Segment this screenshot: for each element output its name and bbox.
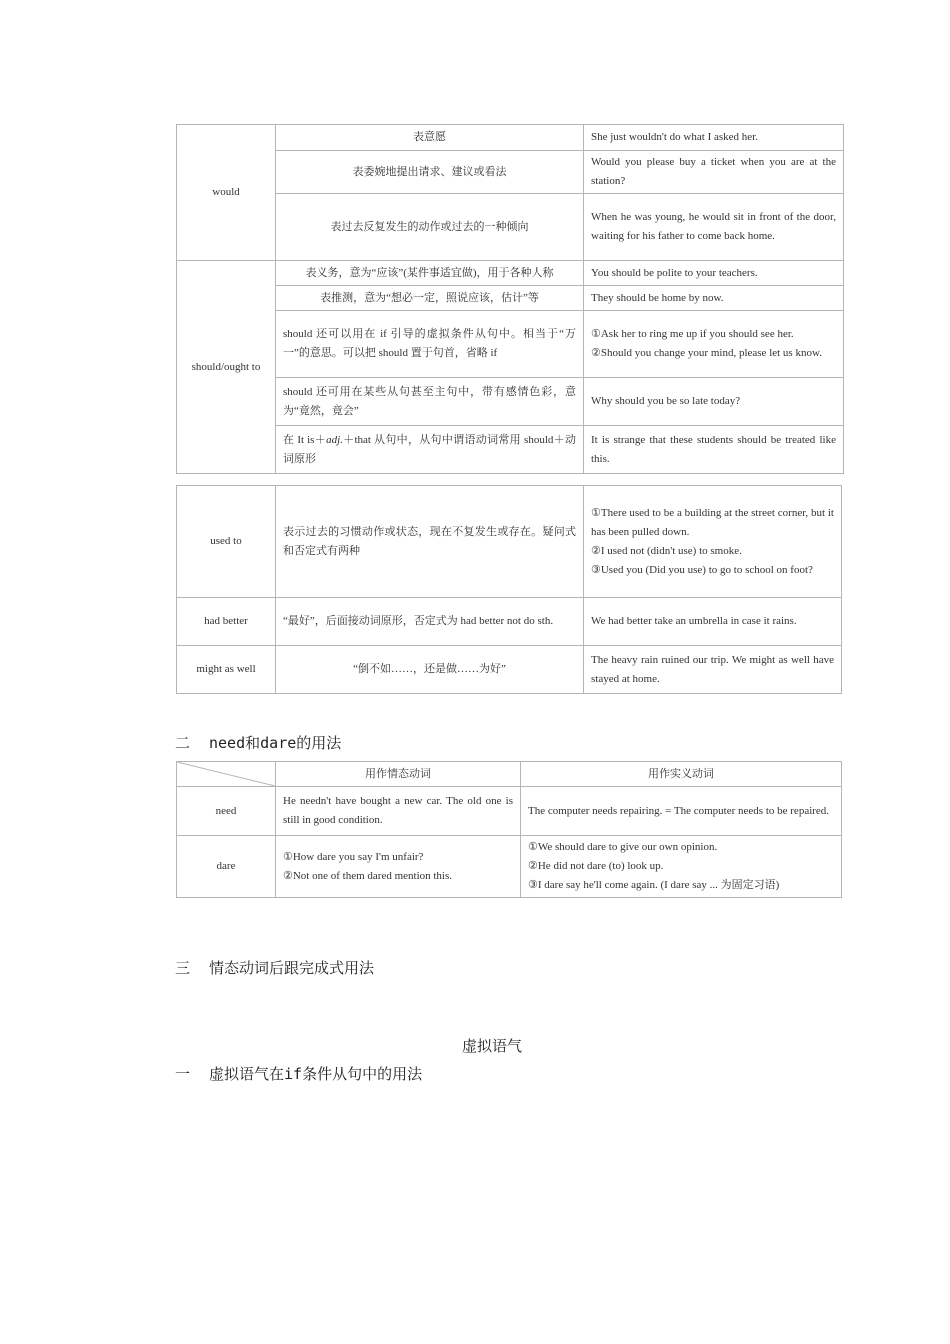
- section-heading-perfect-form: [175, 957, 374, 978]
- column-header-main-verb: 用作实义动词: [521, 762, 842, 787]
- usage-cell: [276, 426, 584, 474]
- section-number: 一: [175, 1065, 191, 1083]
- usage-cell: 表意愿: [276, 125, 584, 151]
- example-line: ①There used to be a building at the street corner, but it has been pulled down.: [591, 506, 834, 538]
- example-cell: [584, 311, 844, 378]
- column-header-modal: 用作情态动词: [276, 762, 521, 787]
- heading-text: 和: [245, 734, 261, 752]
- example-cell: The computer needs repairing. = The computer needs to be repaired.: [521, 787, 842, 836]
- usage-cell: 表义务，意为“应该”(某件事适宜做)，用于各种人称: [276, 261, 584, 286]
- example-cell: They should be home by now.: [584, 286, 844, 311]
- heading-text: 情态动词后跟完成式用法: [209, 959, 375, 977]
- example-cell: When he was young, he would sit in front of the door, waiting for his father to come back home.: [584, 194, 844, 261]
- row-label-should: should/ought to: [177, 261, 276, 474]
- usage-cell: should 还可用在某些从句甚至主句中，带有感情色彩，意为“竟然，竟会”: [276, 378, 584, 426]
- chapter-title-subjunctive: 虚拟语气: [462, 1037, 523, 1055]
- example-cell: She just wouldn't do what I asked her.: [584, 125, 844, 151]
- example-line: ②Not one of them dared mention this.: [283, 869, 453, 882]
- section-heading-if-clause: [175, 1063, 422, 1084]
- row-label-might-as-well: might as well: [177, 646, 276, 694]
- heading-text: 的用法: [296, 734, 342, 752]
- row-label-would: would: [177, 125, 276, 261]
- example-cell: [521, 836, 842, 898]
- example-cell: He needn't have bought a new car. The old one is still in good condition.: [276, 787, 521, 836]
- usage-cell: 表委婉地提出请求、建议或看法: [276, 151, 584, 194]
- diagonal-line: [177, 762, 275, 786]
- heading-word: if: [284, 1065, 303, 1083]
- example-line: ②I used not (didn't use) to smoke.: [591, 544, 742, 557]
- usage-text: ＋that 从句中，从句中谓语动词常用 should＋动词原形: [283, 433, 576, 465]
- example-cell: [276, 836, 521, 898]
- modal-verbs-table-used-to: [176, 485, 842, 694]
- row-label-had-better: had better: [177, 598, 276, 646]
- example-line: ①How dare you say I'm unfair?: [283, 850, 424, 863]
- heading-word: need: [209, 734, 246, 752]
- usage-text: 在 It is＋: [283, 433, 327, 446]
- example-line: ③Used you (Did you use) to go to school on foot?: [591, 563, 813, 576]
- diagonal-header-cell: [177, 762, 276, 787]
- example-line: ①Ask her to ring me up if you should see her.: [591, 328, 794, 340]
- usage-cell: should 还可以用在 if 引导的虚拟条件从句中。相当于“万一”的意思。可以把 should 置于句首，省略 if: [276, 311, 584, 378]
- example-line: ②Should you change your mind, please let us know.: [591, 347, 822, 359]
- example-cell: You should be polite to your teachers.: [584, 261, 844, 286]
- heading-text: 条件从句中的用法: [302, 1065, 423, 1083]
- example-line: ③I dare say he'll come again. (I dare say ... 为固定习语): [528, 879, 780, 891]
- modal-verbs-table-would-should: [176, 124, 844, 474]
- example-cell: [584, 486, 842, 598]
- row-label-dare: dare: [177, 836, 276, 898]
- example-line: ①We should dare to give our own opinion.: [528, 841, 718, 853]
- section-number: 二: [175, 734, 191, 752]
- example-cell: Why should you be so late today?: [584, 378, 844, 426]
- row-label-used-to: used to: [177, 486, 276, 598]
- example-line: ②He did not dare (to) look up.: [528, 860, 664, 872]
- usage-cell: 表示过去的习惯动作或状态，现在不复发生或存在。疑问式和否定式有两种: [276, 486, 584, 598]
- section-heading-need-dare: [175, 732, 341, 753]
- usage-cell: 表过去反复发生的动作或过去的一种倾向: [276, 194, 584, 261]
- section-number: 三: [175, 959, 191, 977]
- usage-cell: “最好”，后面接动词原形，否定式为 had better not do sth.: [276, 598, 584, 646]
- usage-cell: 表推测，意为“想必一定，照说应该，估计”等: [276, 286, 584, 311]
- example-cell: It is strange that these students should be treated like this.: [584, 426, 844, 474]
- row-label-need: need: [177, 787, 276, 836]
- example-cell: Would you please buy a ticket when you are at the station?: [584, 151, 844, 194]
- example-cell: We had better take an umbrella in case it rains.: [584, 598, 842, 646]
- need-dare-table: [176, 761, 842, 898]
- example-cell: The heavy rain ruined our trip. We might as well have stayed at home.: [584, 646, 842, 694]
- adj-abbr: adj.: [326, 433, 343, 446]
- heading-word: dare: [260, 734, 297, 752]
- usage-cell: “倒不如……，还是做……为好”: [276, 646, 584, 694]
- heading-text: 虚拟语气在: [209, 1065, 285, 1083]
